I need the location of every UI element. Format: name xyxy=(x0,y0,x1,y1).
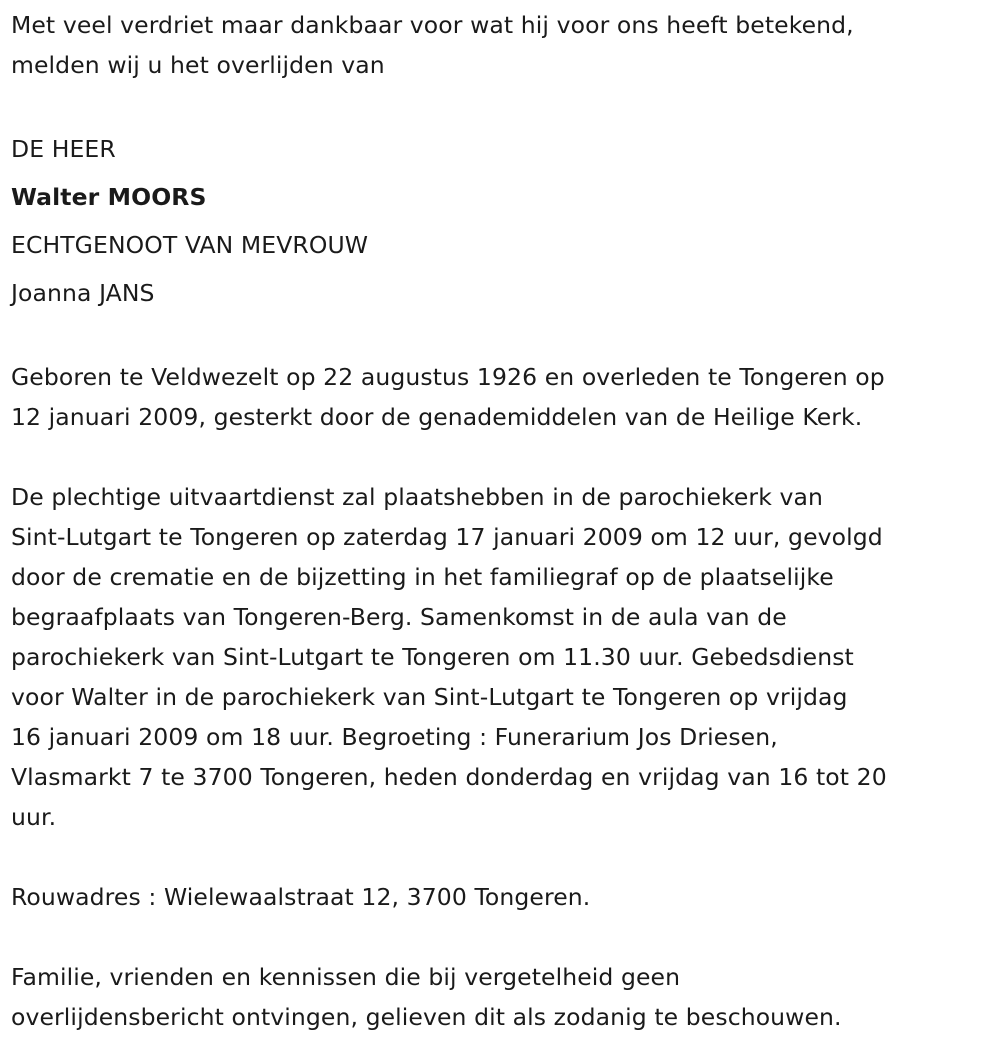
text-line: uur. xyxy=(11,803,57,831)
text-line: 12 januari 2009, gesterkt door de genademiddelen van de Heilige Kerk. xyxy=(11,403,863,431)
text-line: begraafplaats van Tongeren-Berg. Samenkomst in de aula van de xyxy=(11,603,787,631)
text-line: door de crematie en de bijzetting in het familiegraf op de plaatselijke xyxy=(11,563,834,591)
deceased-title: DE HEER xyxy=(11,135,116,163)
text-line: melden wij u het overlijden van xyxy=(11,51,385,79)
text-line: Vlasmarkt 7 te 3700 Tongeren, heden donderdag en vrijdag van 16 tot 20 xyxy=(11,763,887,791)
text-line: Sint-Lutgart te Tongeren op zaterdag 17 januari 2009 om 12 uur, gevolgd xyxy=(11,523,883,551)
mourning-address-paragraph xyxy=(11,877,996,917)
obituary-notice xyxy=(11,5,996,1037)
text-line: Familie, vrienden en kennissen die bij vergetelheid geen xyxy=(11,963,681,991)
text-line: Met veel verdriet maar dankbaar voor wat hij voor ons heeft betekend, xyxy=(11,11,854,39)
mourning-address: Rouwadres : Wielewaalstraat 12, 3700 Tongeren. xyxy=(11,883,591,911)
deceased-block xyxy=(11,125,996,317)
birth-death-paragraph xyxy=(11,357,996,437)
deceased-relation: ECHTGENOOT VAN MEVROUW xyxy=(11,231,369,259)
closing-paragraph xyxy=(11,957,996,1037)
text-line: 16 januari 2009 om 18 uur. Begroeting : Funerarium Jos Driesen, xyxy=(11,723,778,751)
text-line: overlijdensbericht ontvingen, gelieven dit als zodanig te beschouwen. xyxy=(11,1003,842,1031)
spouse-name: Joanna JANS xyxy=(11,279,155,307)
text-line: voor Walter in de parochiekerk van Sint-Lutgart te Tongeren op vrijdag xyxy=(11,683,848,711)
text-line: De plechtige uitvaartdienst zal plaatshebben in de parochiekerk van xyxy=(11,483,823,511)
text-line: Geboren te Veldwezelt op 22 augustus 1926 en overleden te Tongeren op xyxy=(11,363,885,391)
text-line: parochiekerk van Sint-Lutgart te Tongeren om 11.30 uur. Gebedsdienst xyxy=(11,643,854,671)
funeral-paragraph xyxy=(11,477,996,837)
deceased-name: Walter MOORS xyxy=(11,183,207,211)
intro-paragraph xyxy=(11,5,996,85)
